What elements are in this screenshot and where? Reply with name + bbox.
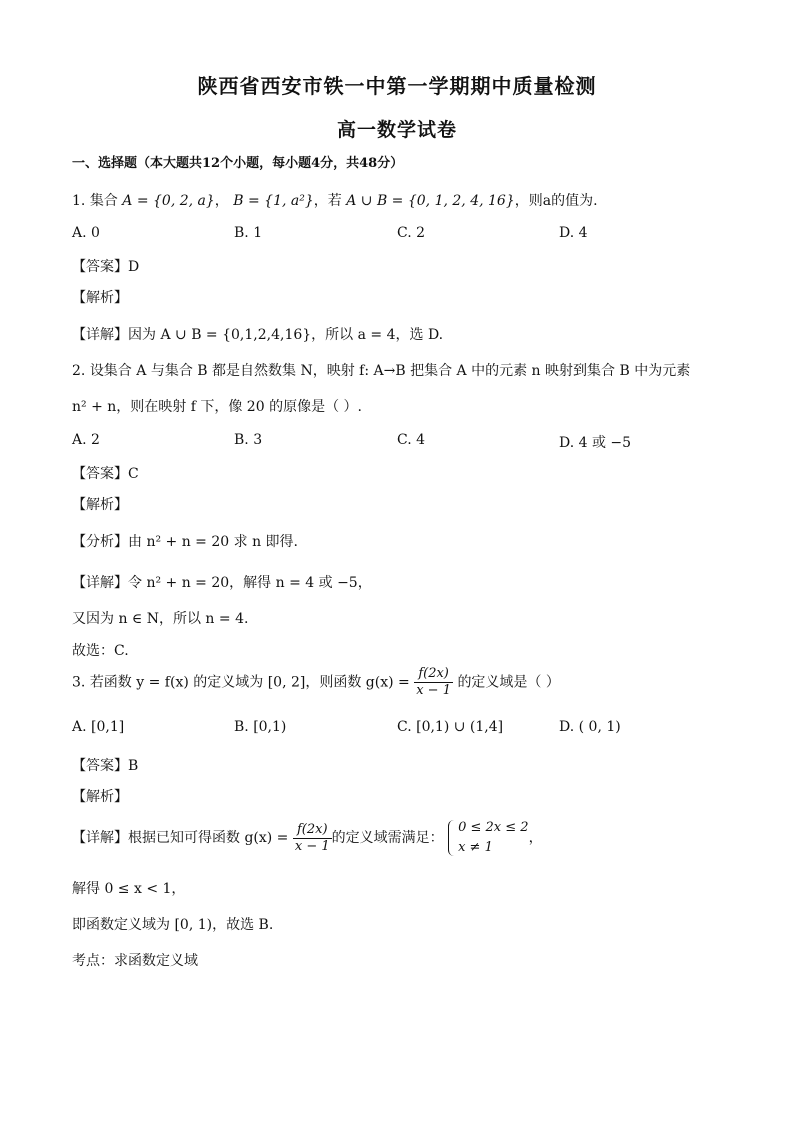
fraction — [414, 666, 453, 699]
fenxi-label: 【分析】 — [72, 534, 128, 550]
section-heading: 一、选择题（本大题共12个小题，每小题4分，共48分） — [72, 156, 404, 171]
option-b: B. [0,1) — [234, 719, 287, 735]
separator: ， — [528, 830, 543, 846]
question-text: ，则a的值为. — [514, 193, 598, 209]
page-title: 陕西省西安市铁一中第一学期期中质量检测 — [197, 74, 597, 98]
detail-line — [72, 818, 543, 858]
answer-line — [72, 463, 139, 483]
separator: ， — [214, 193, 229, 209]
domain-line: 即函数定义域为 [0, 1)，故选 B. — [72, 917, 274, 933]
analysis-label: 【解析】 — [72, 290, 128, 306]
fraction-numerator: f(2x) — [293, 822, 332, 839]
question-text: 若函数 y = f(x) 的定义域为 [0, 2]，则函数 g(x) = — [89, 674, 410, 691]
detail-label: 【详解】 — [72, 830, 128, 846]
option-c: C. [0,1) ∪ (1,4] — [397, 719, 504, 735]
option-b: B. 3 — [234, 432, 263, 448]
union-expression: A ∪ B = {0, 1, 2, 4, 16} — [346, 193, 515, 209]
page-subtitle: 高一数学试卷 — [336, 119, 457, 141]
option-c: C. 2 — [397, 225, 426, 241]
answer-label: 【答案】 — [72, 259, 128, 275]
detail-line — [72, 572, 372, 592]
detail-label: 【详解】 — [72, 327, 128, 343]
option-b: B. 1 — [234, 225, 263, 241]
question-text: 设集合 A 与集合 B 都是自然数集 N，映射 f: A→B 把集合 A 中的元素 n 映射到集合 B 中为元素 — [89, 363, 691, 379]
fraction-numerator: f(2x) — [414, 666, 453, 683]
option-c: C. 4 — [397, 432, 426, 448]
inequality-system — [448, 818, 528, 858]
detail-text: 根据已知可得函数 g(x) = — [128, 830, 289, 846]
analysis-label: 【解析】 — [72, 789, 128, 805]
detail-text: 的定义域需满足： — [331, 830, 444, 846]
set-b-expression: B = {1, a²} — [233, 193, 314, 209]
question-2 — [72, 360, 690, 380]
detail-line-2: 又因为 n ∈ N，所以 n = 4. — [72, 611, 249, 627]
fraction-denominator: x − 1 — [294, 838, 330, 854]
answer-label: 【答案】 — [72, 758, 128, 774]
option-a: A. 0 — [72, 225, 100, 241]
option-d: D. 4 — [559, 225, 588, 241]
answer-value: C — [128, 466, 139, 482]
answer-line — [72, 256, 139, 276]
fraction — [293, 822, 332, 855]
question-number: 3. — [72, 674, 86, 691]
question-2-line-2: n² + n，则在映射 f 下，像 20 的原像是（ ）. — [72, 399, 362, 415]
answer-value: D — [128, 259, 140, 275]
question-number: 2. — [72, 363, 86, 379]
question-text: 集合 — [89, 193, 118, 209]
fenxi-text: 由 n² + n = 20 求 n 即得. — [128, 534, 298, 550]
fenxi-line — [72, 531, 298, 551]
system-line-2: x ≠ 1 — [458, 840, 493, 855]
solve-line: 解得 0 ≤ x < 1， — [72, 881, 186, 897]
set-a-expression: A = {0, 2, a} — [122, 193, 215, 209]
answer-value: B — [128, 758, 139, 774]
detail-label: 【详解】 — [72, 575, 128, 591]
answer-line — [72, 755, 138, 775]
question-number: 1. — [72, 193, 86, 209]
system-line-1: 0 ≤ 2x ≤ 2 — [458, 820, 529, 835]
conclusion-line: 故选：C. — [72, 643, 129, 659]
option-d: D. 4 或 −5 — [559, 435, 632, 451]
option-a: A. 2 — [72, 432, 100, 448]
detail-text: 令 n² + n = 20，解得 n = 4 或 −5， — [128, 575, 372, 591]
detail-text: 因为 A ∪ B = {0,1,2,4,16}，所以 a = 4，选 D. — [128, 327, 444, 343]
question-3 — [72, 666, 560, 699]
detail-line — [72, 324, 443, 344]
question-1 — [72, 190, 598, 210]
question-text: 的定义域是（ ） — [457, 674, 560, 691]
answer-label: 【答案】 — [72, 466, 128, 482]
fraction-denominator: x − 1 — [416, 683, 451, 698]
option-a: A. [0,1] — [72, 719, 125, 735]
option-d: D. ( 0, 1) — [559, 719, 621, 735]
question-text: ，若 — [313, 193, 342, 209]
analysis-label: 【解析】 — [72, 497, 128, 513]
kaodian-line: 考点：求函数定义域 — [72, 953, 198, 969]
